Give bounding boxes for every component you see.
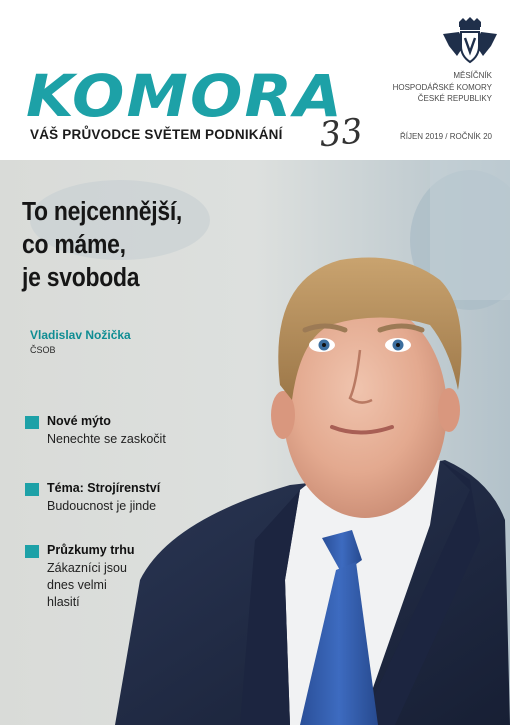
headline-line: To nejcennější,	[22, 198, 183, 226]
teaser-subtitle: Budoucnost je jinde	[47, 499, 157, 513]
publisher-info	[372, 70, 492, 105]
teal-square-marker	[25, 483, 39, 496]
svg-text:KOMORA: KOMORA	[26, 62, 344, 130]
tagline: VÁŠ PRŮVODCE SVĚTEM PODNIKÁNÍ	[30, 127, 283, 142]
teaser-subtitle-line: Zákazníci jsou	[47, 561, 127, 575]
headline-line: co máme,	[22, 231, 126, 259]
headline-line: je svoboda	[22, 264, 140, 292]
teaser-title: Nové mýto	[47, 414, 111, 428]
komora-logo	[22, 60, 352, 130]
cover-headline	[22, 196, 238, 295]
handwritten-note	[314, 108, 384, 156]
chamber-crest-icon	[441, 16, 499, 64]
interviewee-name: Vladislav Nožička	[30, 328, 131, 342]
svg-text:33: 33	[317, 111, 365, 156]
interviewee-company: ČSOB	[30, 345, 56, 355]
publisher-line: ČESKÉ REPUBLIKY	[417, 94, 492, 103]
teaser-subtitle	[47, 560, 127, 611]
masthead	[0, 0, 510, 160]
teaser-title: Průzkumy trhu	[47, 543, 135, 557]
teaser-subtitle-line: hlasití	[47, 595, 80, 609]
publisher-line: MĚSÍČNÍK	[453, 71, 492, 80]
teaser-subtitle-line: dnes velmi	[47, 578, 107, 592]
teaser-title: Téma: Strojírenství	[47, 481, 161, 495]
publisher-line: HOSPODÁŘSKÉ KOMORY	[392, 82, 492, 92]
teal-square-marker	[25, 545, 39, 558]
issue-date: ŘÍJEN 2019 / ROČNÍK 20	[399, 132, 492, 141]
teaser-subtitle: Nenechte se zaskočit	[47, 432, 166, 446]
teal-square-marker	[25, 416, 39, 429]
